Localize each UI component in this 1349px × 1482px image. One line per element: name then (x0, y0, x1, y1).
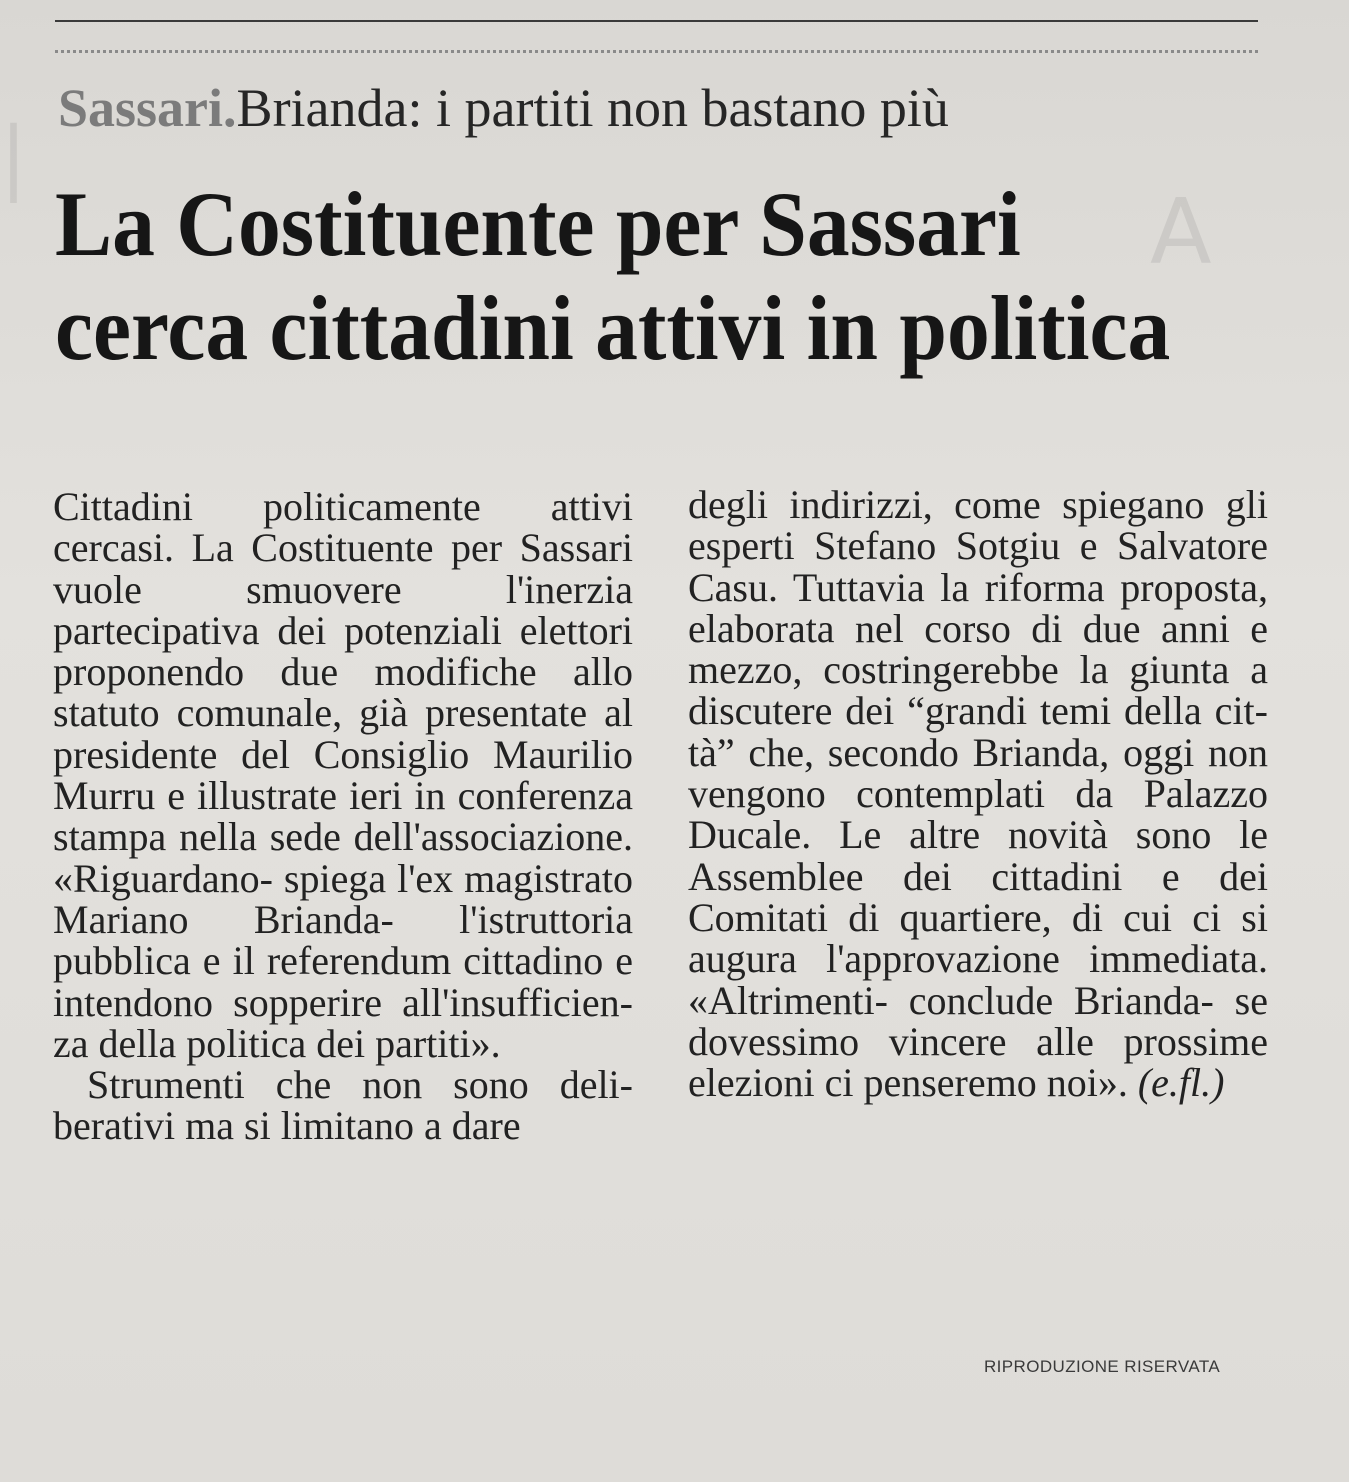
article-kicker (58, 78, 1268, 138)
paragraph-2: Strumenti che non sono deliberativi ma si limitano a dare (53, 1062, 633, 1149)
article-column-right (688, 482, 1268, 1106)
headline-line-2: cerca cittadini attivi in politica (55, 277, 1171, 379)
dotted-rule (55, 50, 1258, 53)
paragraph-3 (688, 482, 1268, 1106)
top-rule (55, 20, 1258, 22)
author-initials: (e.fl.) (1137, 1060, 1225, 1106)
kicker-text: Brianda: i partiti non bastano più (236, 78, 949, 138)
kicker-city: Sassari. (58, 78, 237, 138)
copyright-notice: RIPRODUZIONE RISERVATA (984, 1357, 1221, 1376)
show-through-text: A (1150, 180, 1212, 285)
article-headline (55, 172, 1199, 380)
headline-line-1: La Costituente per Sassari (55, 173, 1021, 275)
paragraph-3-text: degli indirizzi, come spiegano gli esperti Stefano Sotgiu e Salvatore Casu. Tuttavia la riforma proposta, elaborata nel corso di due anni e mezzo, costringerebbe la giunta a discutere dei “grandi temi della città” che, secondo Brianda, oggi non vengono contemplati da Palazzo Ducale. Le altre novità sono le Assemblee dei cittadini e dei Comitati di quartiere, di cui ci si augura l'approvazione immediata. «Altrimenti- conclude Brianda- se dovessimo vincere alle prossime elezioni ci penseremo noi». (688, 482, 1268, 1106)
show-through-text: | (0, 110, 27, 203)
article-column-left (53, 486, 633, 1147)
paragraph-1: Cittadini politicamente attivi cercasi. La Costituente per Sassari vuole smuovere l'inerzia partecipativa dei potenziali elettori proponendo due modifiche allo statuto comunale, già presentate al presidente del Consiglio Maurilio Murru e illustrate ieri in conferenza stampa nella sede dell'associazione. «Riguardano- spiega l'ex magistrato Mariano Brianda- l'istruttoria pubblica e il referendum cittadino e intendono sopperire all'insufficienza della politica dei partiti». (53, 484, 633, 1066)
